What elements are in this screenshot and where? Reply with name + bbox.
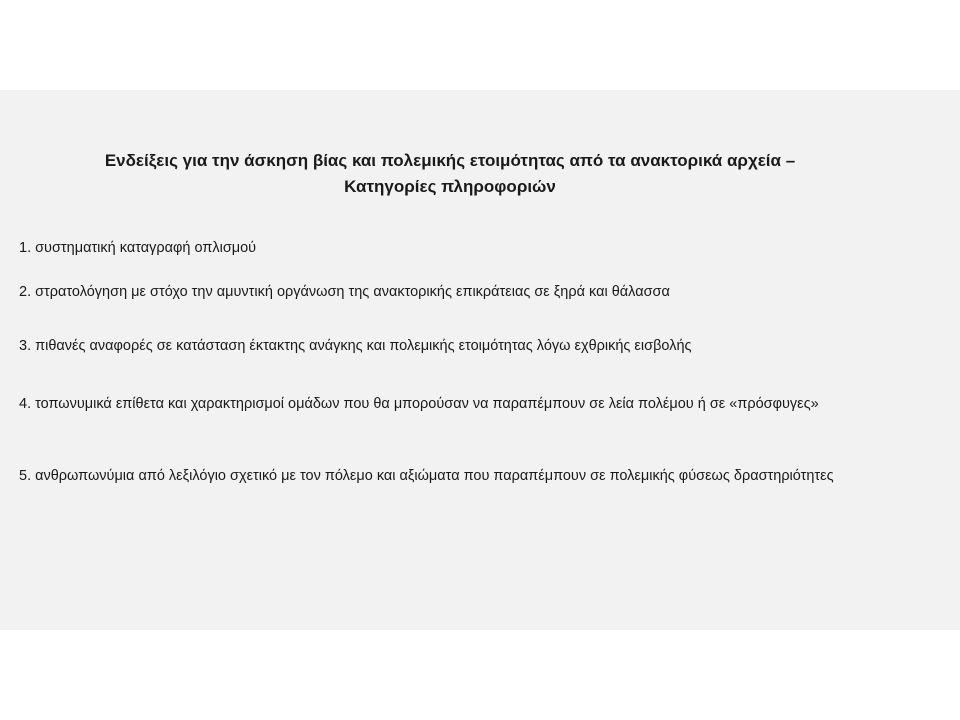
list-item-3	[19, 332, 934, 360]
list-item-text: τοπωνυμικά επίθετα και χαρακτηρισμοί ομάδων που θα μπορούσαν να παραπέμπουν σε λεία πολέμου ή σε «πρόσφυγες»	[35, 396, 819, 412]
slide-title	[60, 148, 840, 200]
list-item-text: ανθρωπωνύμια από λεξιλόγιο σχετικό με τον πόλεμο και αξιώματα που παραπέμπουν σε πολεμικής φύσεως δραστηριότητες	[35, 468, 834, 484]
slide	[0, 90, 960, 630]
list-item-2	[19, 278, 934, 306]
list-item-5	[19, 462, 934, 490]
list-item-number: 3.	[19, 338, 32, 354]
list-item-number: 4.	[19, 396, 32, 412]
list-item-number: 1.	[19, 240, 32, 256]
list-item-1	[19, 234, 934, 262]
list-item-4	[19, 390, 934, 418]
slide-title-line-2: Κατηγορίες πληροφοριών	[344, 177, 556, 196]
list-item-text: πιθανές αναφορές σε κατάσταση έκτακτης ανάγκης και πολεμικής ετοιμότητας λόγω εχθρικής εισβολής	[35, 338, 692, 354]
list-item-text: συστηματική καταγραφή οπλισμού	[35, 240, 257, 256]
list-item-text: στρατολόγηση με στόχο την αμυντική οργάνωση της ανακτορικής επικράτειας σε ξηρά και θάλασσα	[35, 284, 670, 300]
slide-title-line-1: Ενδείξεις για την άσκηση βίας και πολεμικής ετοιμότητας από τα ανακτορικά αρχεία –	[104, 151, 796, 170]
list-item-number: 5.	[19, 468, 32, 484]
list-item-number: 2.	[19, 284, 32, 300]
